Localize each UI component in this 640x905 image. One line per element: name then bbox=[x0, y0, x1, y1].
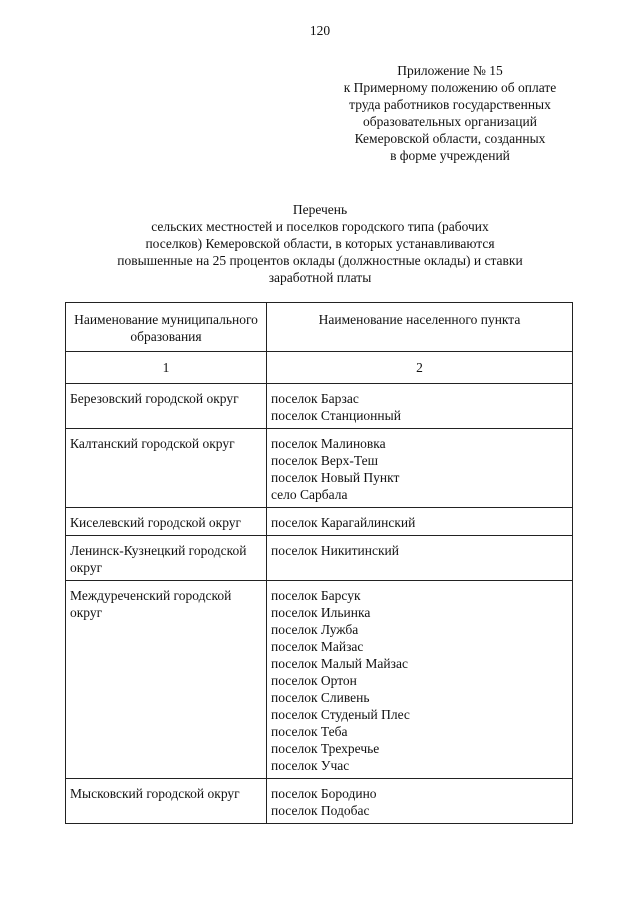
title-line: поселков) Кемеровской области, в которых устанавливаются bbox=[145, 236, 495, 251]
settlements-cell bbox=[267, 429, 573, 508]
table-row bbox=[66, 384, 573, 429]
table-row bbox=[66, 779, 573, 824]
municipality-name: Мысковский городской округ bbox=[70, 786, 240, 801]
settlement-name: поселок Ильинка bbox=[271, 605, 371, 620]
settlements-cell bbox=[267, 508, 573, 536]
appendix-line: в форме учреждений bbox=[390, 148, 510, 163]
settlement-name: поселок Бородино bbox=[271, 786, 377, 801]
title-line: сельских местностей и поселков городского типа (рабочих bbox=[151, 219, 489, 234]
table-row bbox=[66, 508, 573, 536]
settlements-cell bbox=[267, 536, 573, 581]
settlements-table bbox=[65, 302, 573, 824]
appendix-header bbox=[300, 62, 600, 164]
municipality-cell bbox=[66, 429, 267, 508]
municipality-name: Ленинск-Кузнецкий городской округ bbox=[70, 543, 247, 575]
settlement-name: поселок Теба bbox=[271, 724, 348, 739]
table-row bbox=[66, 581, 573, 779]
settlement-name: поселок Малиновка bbox=[271, 436, 386, 451]
settlement-name: поселок Студеный Плес bbox=[271, 707, 410, 722]
appendix-line: Приложение № 15 bbox=[397, 63, 503, 78]
title-line: повышенные на 25 процентов оклады (должностные оклады) и ставки bbox=[117, 253, 523, 268]
municipality-name: Березовский городской округ bbox=[70, 391, 239, 406]
settlement-name: поселок Ортон bbox=[271, 673, 357, 688]
municipality-name: Междуреченский городской округ bbox=[70, 588, 232, 620]
settlement-name: поселок Верх-Теш bbox=[271, 453, 378, 468]
municipality-cell bbox=[66, 536, 267, 581]
settlements-cell bbox=[267, 581, 573, 779]
settlement-name: поселок Подобас bbox=[271, 803, 370, 818]
settlement-name: поселок Майзас bbox=[271, 639, 364, 654]
municipality-cell bbox=[66, 384, 267, 429]
column-number: 1 bbox=[66, 352, 267, 384]
settlement-name: поселок Малый Майзас bbox=[271, 656, 408, 671]
municipality-name: Калтанский городской округ bbox=[70, 436, 235, 451]
settlement-name: поселок Никитинский bbox=[271, 543, 399, 558]
settlements-cell bbox=[267, 384, 573, 429]
title-line: заработной платы bbox=[268, 270, 372, 285]
appendix-line: к Примерному положению об оплате bbox=[343, 80, 557, 95]
settlement-name: поселок Новый Пункт bbox=[271, 470, 400, 485]
table-header-row bbox=[66, 303, 573, 352]
title-line: Перечень bbox=[292, 202, 348, 217]
municipality-cell bbox=[66, 508, 267, 536]
table-row bbox=[66, 536, 573, 581]
settlement-name: поселок Лужба bbox=[271, 622, 359, 637]
page-number: 120 bbox=[309, 23, 331, 38]
settlement-name: поселок Станционный bbox=[271, 408, 401, 423]
settlement-name: село Сарбала bbox=[271, 487, 348, 502]
header-municipality: Наименование муниципального образования bbox=[66, 303, 267, 352]
document-title bbox=[60, 201, 580, 286]
settlements-cell bbox=[267, 779, 573, 824]
appendix-line: труда работников государственных bbox=[349, 97, 551, 112]
column-number: 2 bbox=[267, 352, 573, 384]
settlement-name: поселок Учас bbox=[271, 758, 350, 773]
appendix-line: Кемеровской области, созданных bbox=[354, 131, 546, 146]
appendix-line: образовательных организаций bbox=[363, 114, 537, 129]
table-row bbox=[66, 429, 573, 508]
settlement-name: поселок Барзас bbox=[271, 391, 359, 406]
municipality-cell bbox=[66, 581, 267, 779]
settlement-name: поселок Карагайлинский bbox=[271, 515, 416, 530]
settlement-name: поселок Трехречье bbox=[271, 741, 380, 756]
municipality-cell bbox=[66, 779, 267, 824]
header-settlement: Наименование населенного пункта bbox=[267, 303, 573, 352]
settlement-name: поселок Сливень bbox=[271, 690, 370, 705]
municipality-name: Киселевский городской округ bbox=[70, 515, 242, 530]
column-number-row bbox=[66, 352, 573, 384]
settlement-name: поселок Барсук bbox=[271, 588, 361, 603]
